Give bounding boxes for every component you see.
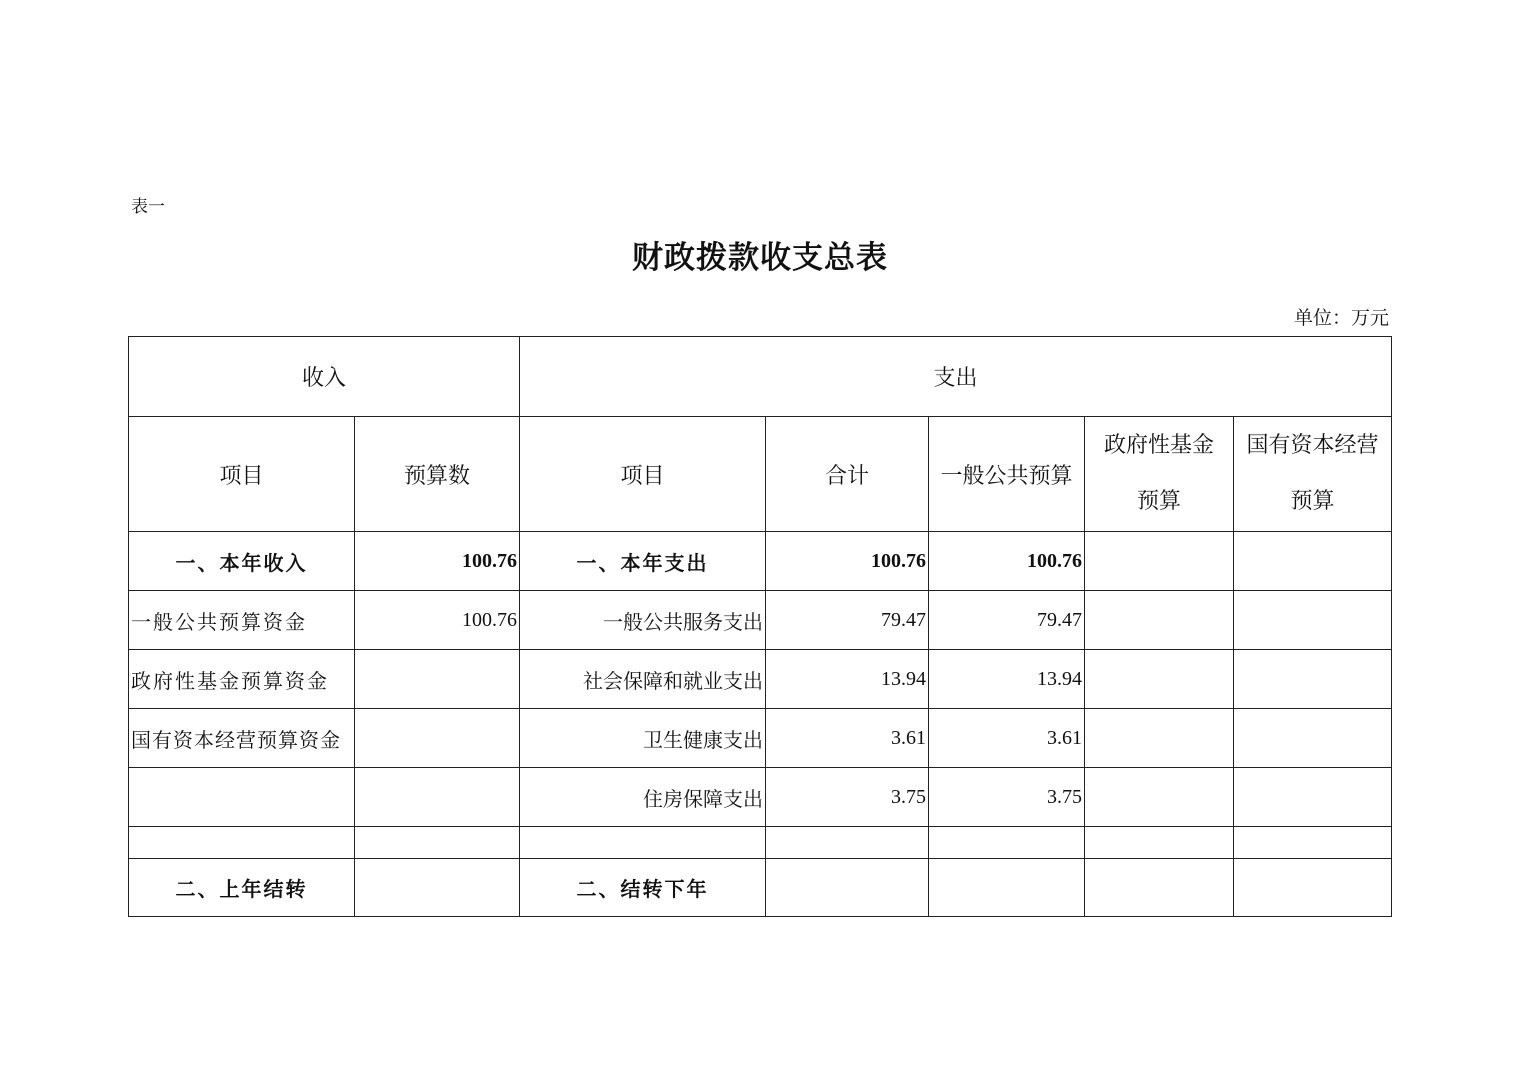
income-group-header: 收入 [129,337,520,417]
income-item-cell: 二、上年结转 [129,859,355,917]
gov-fund-cell [1085,768,1234,827]
income-item-cell: 国有资本经营预算资金 [129,709,355,768]
general-cell: 3.61 [929,709,1085,768]
state-capital-cell [1234,650,1392,709]
table-row [129,591,1392,650]
expenditure-group-header: 支出 [520,337,1392,417]
general-cell: 79.47 [929,591,1085,650]
general-budget-header: 一般公共预算 [929,417,1085,532]
income-value-cell [355,768,520,827]
page-title: 财政拨款收支总表 [632,240,888,276]
income-value-cell [355,650,520,709]
gov-fund-cell [1085,827,1234,859]
gov-fund-header: 政府性基金 预算 [1085,417,1234,532]
state-capital-cell [1234,827,1392,859]
total-cell: 100.76 [766,532,929,591]
gov-fund-cell [1085,650,1234,709]
table-row [129,768,1392,827]
table-row [129,532,1392,591]
total-cell: 3.61 [766,709,929,768]
total-header: 合计 [766,417,929,532]
exp-item-cell [520,827,766,859]
exp-item-cell: 一、本年支出 [520,532,766,591]
total-cell: 13.94 [766,650,929,709]
income-budget-header: 预算数 [355,417,520,532]
gov-fund-cell [1085,709,1234,768]
state-capital-cell [1234,768,1392,827]
exp-item-cell: 二、结转下年 [520,859,766,917]
budget-table [128,336,1392,917]
income-value-cell: 100.76 [355,532,520,591]
general-cell: 13.94 [929,650,1085,709]
state-capital-cell [1234,709,1392,768]
table-row-spacer [129,827,1392,859]
document-label: 表一 [131,197,165,217]
column-header-row [129,417,1392,532]
income-item-cell: 政府性基金预算资金 [129,650,355,709]
exp-item-cell: 一般公共服务支出 [520,591,766,650]
exp-item-cell: 社会保障和就业支出 [520,650,766,709]
total-cell [766,859,929,917]
gov-fund-cell [1085,532,1234,591]
income-value-cell [355,859,520,917]
income-item-cell: 一般公共预算资金 [129,591,355,650]
general-cell [929,859,1085,917]
gov-fund-cell [1085,591,1234,650]
general-cell: 3.75 [929,768,1085,827]
gov-fund-cell [1085,859,1234,917]
table-row [129,650,1392,709]
table-row [129,859,1392,917]
income-value-cell [355,827,520,859]
total-cell: 3.75 [766,768,929,827]
state-capital-header: 国有资本经营 预算 [1234,417,1392,532]
total-cell: 79.47 [766,591,929,650]
income-item-header: 项目 [129,417,355,532]
state-capital-cell [1234,532,1392,591]
exp-item-cell: 住房保障支出 [520,768,766,827]
exp-item-header: 项目 [520,417,766,532]
general-cell [929,827,1085,859]
income-item-cell: 一、本年收入 [129,532,355,591]
unit-label: 单位：万元 [1293,307,1389,329]
income-item-cell [129,768,355,827]
table-row [129,709,1392,768]
state-capital-cell [1234,859,1392,917]
income-value-cell: 100.76 [355,591,520,650]
state-capital-cell [1234,591,1392,650]
income-value-cell [355,709,520,768]
total-cell [766,827,929,859]
income-item-cell [129,827,355,859]
general-cell: 100.76 [929,532,1085,591]
group-header-row [129,337,1392,417]
exp-item-cell: 卫生健康支出 [520,709,766,768]
